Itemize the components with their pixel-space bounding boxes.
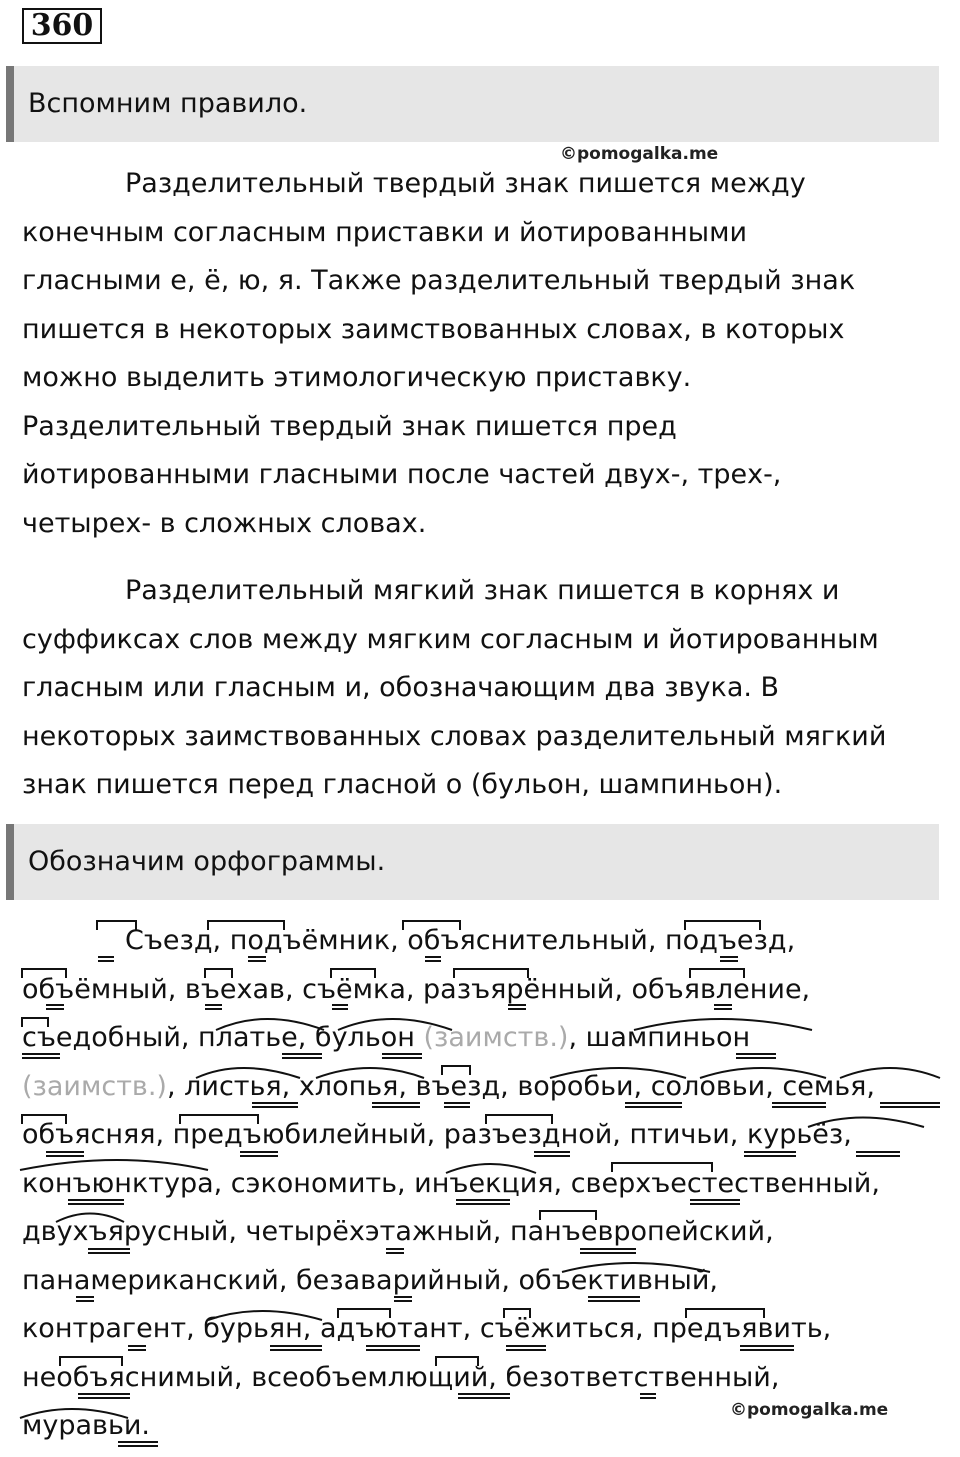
prefix-mark [540, 1211, 596, 1220]
answer-text-segment: объёмный, въехав, съёмка, разъярённый, объявление, [22, 973, 811, 1005]
orthogram-underline [580, 1249, 636, 1253]
answer-text-segment: панамериканский, безаварийный, объективный, [22, 1264, 718, 1296]
orthogram-underline [332, 1005, 348, 1009]
answer-text-segment: муравьи. [22, 1410, 150, 1441]
prefix-mark [97, 921, 136, 930]
orthogram-underline [46, 1005, 64, 1009]
text-line: йотированными гласными после частей двух-, трех-, [22, 459, 782, 490]
orthogram-underline [625, 1103, 682, 1107]
prefix-mark [403, 921, 460, 930]
root-arc [700, 1068, 826, 1078]
orthogram-underline [372, 1103, 420, 1107]
answer-text-segment: Съезд, подъёмник, объяснительный, подъезд, [22, 925, 796, 956]
prefix-mark [690, 969, 744, 978]
orthogram-underline [78, 1394, 130, 1398]
prefix-mark [22, 1115, 66, 1124]
text-line: знак пишется перед гласной о (бульон, шампиньон). [22, 769, 783, 800]
root-arc [550, 1068, 686, 1078]
text-line: Разделительный твердый знак пишется между [22, 168, 806, 199]
orthogram-underline [252, 1103, 298, 1107]
prefix-mark [205, 969, 232, 978]
root-arc [446, 1164, 536, 1173]
orthogram-underline [386, 1249, 404, 1253]
text-line: гласными е, ё, ю, я. Также разделительный твердый знак [22, 265, 856, 296]
orthogram-underline [880, 1103, 940, 1107]
answer-text-segment: контрагент, бурьян, адъютант, съёжиться, предъявить, [22, 1313, 832, 1344]
prefix-mark [331, 969, 375, 978]
root-arc [208, 1311, 322, 1320]
section-title: Вспомним правило. [28, 88, 308, 119]
text-line: Разделительный твердый знак пишется пред [22, 410, 677, 442]
orthogram-underline [270, 1346, 322, 1350]
answer-text-segment: , шампиньон [568, 1022, 751, 1053]
orthogram-underline [118, 1442, 158, 1446]
root-arc [840, 1068, 940, 1078]
text-line: суффиксах слов между мягким согласным и йотированным [22, 623, 879, 655]
orthogram-underline [128, 1346, 146, 1350]
orthogram-underline [588, 1297, 640, 1301]
root-arc [20, 1160, 208, 1170]
orthogram-underline [22, 1054, 60, 1058]
watermark-bottom: ©pomogalka.me [730, 1400, 889, 1420]
orthogram-underline [714, 1005, 732, 1009]
root-arc [562, 1263, 710, 1272]
orthogram-underline [506, 1346, 546, 1350]
root-arc [20, 1409, 128, 1418]
text-line: пишется в некоторых заимствованных словах, в которых [22, 313, 845, 345]
answer-text-segment: объясняя, предъюбилейный, разъездной, птичьи, курьёз, [22, 1119, 852, 1150]
orthogram-underline [444, 1103, 470, 1107]
prefix-mark [22, 1018, 48, 1027]
root-arc [338, 1019, 452, 1030]
borrowed-note: (заимств.) [22, 1070, 167, 1102]
borrowed-note: (заимств.) [423, 1022, 569, 1053]
orthogram-underline [46, 1152, 84, 1156]
orthogram-underline [98, 957, 114, 961]
orthogram-underline [76, 1297, 94, 1301]
prefix-mark [685, 921, 760, 930]
text-line: можно выделить этимологическую приставку. [22, 362, 692, 393]
root-arc [808, 1118, 924, 1128]
orthogram-underline [248, 957, 266, 961]
root-arc [196, 1068, 300, 1078]
root-arc [316, 1068, 424, 1078]
root-arc [216, 1019, 324, 1030]
orthogram-underline [744, 1152, 796, 1156]
answer-text-segment: съедобный, платье, бульон [22, 1022, 424, 1053]
text-line: гласным или гласным и, обозначающим два звука. В [22, 672, 780, 703]
prefix-mark [504, 1309, 530, 1318]
orthogram-underline [508, 1005, 526, 1009]
orthogram-underline [240, 1152, 278, 1156]
section-title: Обозначим орфограммы. [28, 846, 386, 877]
text-line: некоторых заимствованных словах разделительный мягкий [22, 720, 887, 752]
orthogram-underline [382, 1054, 422, 1058]
prefix-mark [442, 1066, 470, 1075]
root-arc [56, 1214, 124, 1223]
orthogram-underline [534, 1152, 570, 1156]
task-number: 360 [22, 8, 102, 44]
prefix-mark [486, 1115, 552, 1124]
orthogram-underline [690, 1200, 740, 1204]
orthogram-underline [366, 1346, 420, 1350]
orthogram-underline [736, 1054, 776, 1058]
orthogram-underline [88, 1249, 130, 1253]
prefix-mark [612, 1163, 712, 1172]
orthogram-underline [856, 1152, 900, 1156]
orthogram-underline [456, 1200, 510, 1204]
orthogram-underline [205, 1005, 222, 1009]
prefix-mark [60, 1357, 122, 1366]
text-line: четырех- в сложных словах. [22, 507, 427, 539]
orthogram-underline [425, 957, 441, 961]
prefix-mark [208, 921, 284, 930]
answer-text-segment: необъяснимый, всеобъемлющий, безответственный, [22, 1361, 780, 1393]
orthogram-underline [772, 1103, 826, 1107]
root-arc [634, 1019, 812, 1030]
prefix-mark [338, 1309, 390, 1318]
orthogram-underline [458, 1394, 510, 1398]
orthogram-underline [720, 957, 738, 961]
answer-text-segment: конъюнктура, сэкономить, инъекция, сверхъестественный, [22, 1167, 880, 1199]
orthogram-underline [68, 1200, 124, 1204]
answer-text-segment: , листья, хлопья, въезд, воробьи, соловьи, семья, [166, 1070, 875, 1102]
orthogram-underline [740, 1346, 794, 1350]
text-line: Разделительный мягкий знак пишется в корнях и [22, 575, 840, 606]
prefix-mark [22, 969, 66, 978]
prefix-mark [454, 969, 528, 978]
watermark-top: ©pomogalka.me [560, 144, 719, 164]
text-line: конечным согласным приставки и йотированными [22, 216, 748, 248]
prefix-mark [180, 1115, 258, 1124]
orthogram-underline [394, 1297, 412, 1301]
prefix-mark [686, 1309, 764, 1318]
prefix-mark [436, 1357, 478, 1366]
orthogram-underline [640, 1394, 656, 1398]
orthogram-underline [282, 1054, 322, 1058]
answer-text-segment: двухъярусный, четырёхэтажный, панъевропейский, [22, 1216, 774, 1247]
